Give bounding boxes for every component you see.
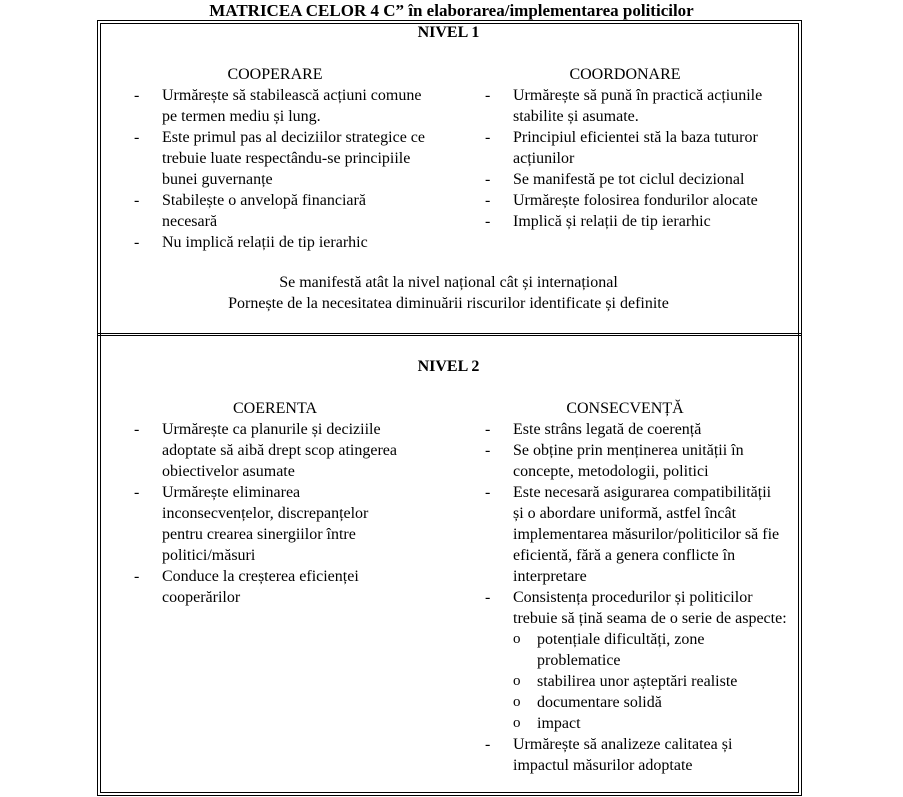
level-2-label: NIVEL 2 (417, 358, 480, 375)
list-item: - Urmărește eliminarea inconsecvențelor, discrepanțelor pentru crearea sinergiilor între politici/măsuri (100, 482, 412, 566)
list-item: - Urmărește ca planurile și deciziile adoptate să aibă drept scop atingerea obiectivelor asumate (100, 419, 432, 482)
list-item: - Urmărește să analizeze calitatea și impactul măsurilor adoptate (451, 734, 773, 776)
sub-list-item: o documentare solidă (484, 692, 777, 713)
list-item: - Principiul eficientei stă la baza tuturor acțiunilor (451, 127, 793, 169)
level-1-footer-line-2: Pornește de la necesitatea diminuării riscurilor identificate și definite (228, 295, 669, 312)
list-item: - Se manifestă pe tot ciclul decizional (451, 169, 793, 190)
level-1-section (100, 23, 797, 333)
list-item: - Este strâns legată de coerență (451, 419, 783, 440)
list-item: - Urmărește să stabilească acțiuni comune pe termen mediu și lung. (100, 85, 422, 127)
cooperare-heading: COOPERARE (227, 66, 323, 83)
level-1-label: NIVEL 1 (417, 24, 480, 41)
sub-list-item: o impact (484, 713, 777, 734)
coerenta-column (100, 419, 460, 608)
level-1-footer-line-1: Se manifestă atât la nivel național cât și internațional (279, 274, 618, 291)
list-item: - Stabilește o anvelopă financiară necesară (100, 190, 402, 232)
list-item: - Urmărește să pună în practică acțiunile stabilite și asumate. (451, 85, 763, 127)
aspects-sublist (484, 629, 797, 734)
list-item: - Este necesară asigurarea compatibilității și o abordare uniformă, astfel încât implementarea măsurilor/politicilor să fie eficientă, fără a genera conflicte în interpretare (451, 482, 785, 587)
document-title: MATRICEA CELOR 4 C” în elaborarea/implementarea politicilor (209, 1, 694, 20)
list-item: - Urmărește folosirea fondurilor alocate (451, 190, 793, 211)
consecventa-heading: CONSECVENȚĂ (566, 400, 684, 417)
list-item: - Se obține prin menținerea unității în concepte, metodologii, politici (451, 440, 763, 482)
list-item: - Consistența procedurilor și politicilor trebuie să țină seama de o serie de aspecte: (451, 587, 788, 629)
sub-list-item: o stabilirea unor așteptări realiste (484, 671, 817, 692)
consecventa-column (451, 419, 797, 776)
list-item: - Nu implică relații de tip ierarhic (100, 232, 442, 253)
coerenta-heading: COERENTA (232, 400, 318, 417)
coordonare-column (451, 85, 797, 232)
list-item: - Conduce la creșterea eficienței cooperărilor (100, 566, 412, 608)
cooperare-column (100, 85, 460, 253)
level-2-section (100, 336, 797, 791)
coordonare-heading: COORDONARE (569, 66, 681, 83)
list-item: - Este primul pas al deciziilor strategice ce trebuie luate respectându-se principiile bunei guvernanțe (100, 127, 442, 190)
sub-list-item: o potențiale dificultăți, zone problematice (484, 629, 777, 671)
list-item: - Implică și relații de tip ierarhic (451, 211, 793, 232)
